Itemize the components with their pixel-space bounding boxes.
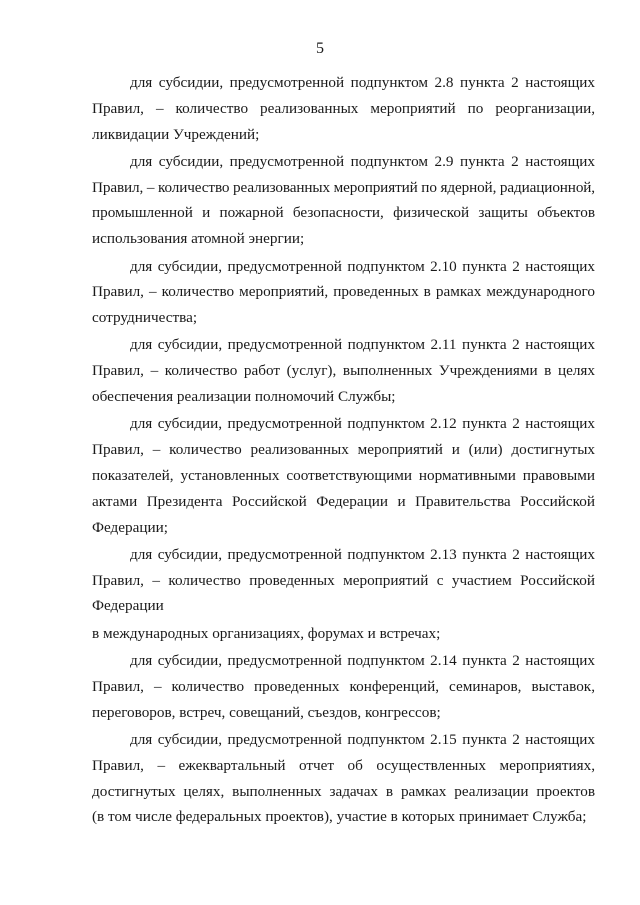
paragraph-subsidy-2-8 (92, 70, 595, 147)
paragraph-line: для субсидии, предусмотренной подпунктом 2.15 пункта 2 настоящих (130, 730, 595, 748)
paragraph-line: сотрудничества; (92, 309, 198, 327)
paragraph-subsidy-2-15 (92, 727, 595, 830)
paragraph-line: Правил, – количество проведенных конференций, семинаров, выставок, (92, 677, 595, 695)
paragraph-line: достигнутых целях, выполненных задачах в рамках реализации проектов (92, 782, 595, 800)
paragraph-line: (в том числе федеральных проектов), участие в которых принимает Служба; (92, 808, 587, 826)
paragraph-line: Правил, – количество реализованных мероприятий по реорганизации, (92, 99, 595, 117)
paragraph-line: Правил, – количество мероприятий, проведенных в рамках международного (92, 283, 595, 301)
paragraph-line: Правил, – количество реализованных мероприятий по ядерной, радиационной, (92, 178, 595, 196)
paragraph-line: промышленной и пожарной безопасности, физической защиты объектов (92, 204, 595, 222)
document-body (92, 70, 595, 830)
paragraph-line: актами Президента Российской Федерации и Правительства Российской (92, 492, 595, 510)
paragraph-line: Правил, – количество проведенных мероприятий с участием Российской (92, 571, 595, 589)
paragraph-subsidy-2-13 (92, 542, 595, 619)
paragraph-line: для субсидии, предусмотренной подпунктом 2.8 пункта 2 настоящих (130, 74, 595, 91)
paragraph-international-orgs (92, 621, 595, 647)
paragraph-line: в международных организациях, форумах и встречах; (92, 624, 441, 642)
paragraph-line: использования атомной энергии; (92, 230, 305, 248)
paragraph-line: для субсидии, предусмотренной подпунктом 2.10 пункта 2 настоящих (130, 257, 595, 275)
paragraph-line: Правил, – ежеквартальный отчет об осуществленных мероприятиях, (92, 756, 595, 774)
paragraph-line: Федерации; (92, 518, 168, 536)
paragraph-line: переговоров, встреч, совещаний, съездов, конгрессов; (92, 703, 441, 721)
paragraph-subsidy-2-10 (92, 254, 595, 331)
paragraph-line: для субсидии, предусмотренной подпунктом 2.11 пункта 2 настоящих (130, 336, 595, 354)
paragraph-line: Правил, – количество работ (услуг), выполненных Учреждениями в целях (92, 362, 595, 380)
paragraph-subsidy-2-11 (92, 332, 595, 409)
paragraph-line: Правил, – количество реализованных мероприятий и (или) достигнутых (92, 441, 595, 459)
paragraph-line: для субсидии, предусмотренной подпунктом 2.9 пункта 2 настоящих (130, 152, 595, 170)
page-number: 5 (316, 40, 324, 57)
paragraph-subsidy-2-12 (92, 411, 595, 540)
paragraph-line: для субсидии, предусмотренной подпунктом 2.14 пункта 2 настоящих (130, 652, 595, 670)
paragraph-line: Федерации (92, 597, 164, 615)
paragraph-line: для субсидии, предусмотренной подпунктом 2.12 пункта 2 настоящих (130, 415, 595, 433)
paragraph-line: показателей, установленных соответствующими нормативными правовыми (92, 466, 595, 484)
paragraph-subsidy-2-14 (92, 648, 595, 725)
paragraph-line: ликвидации Учреждений; (92, 125, 260, 143)
paragraph-line: обеспечения реализации полномочий Службы; (92, 388, 396, 406)
paragraph-line: для субсидии, предусмотренной подпунктом 2.13 пункта 2 настоящих (130, 545, 595, 563)
paragraph-subsidy-2-9 (92, 149, 595, 252)
